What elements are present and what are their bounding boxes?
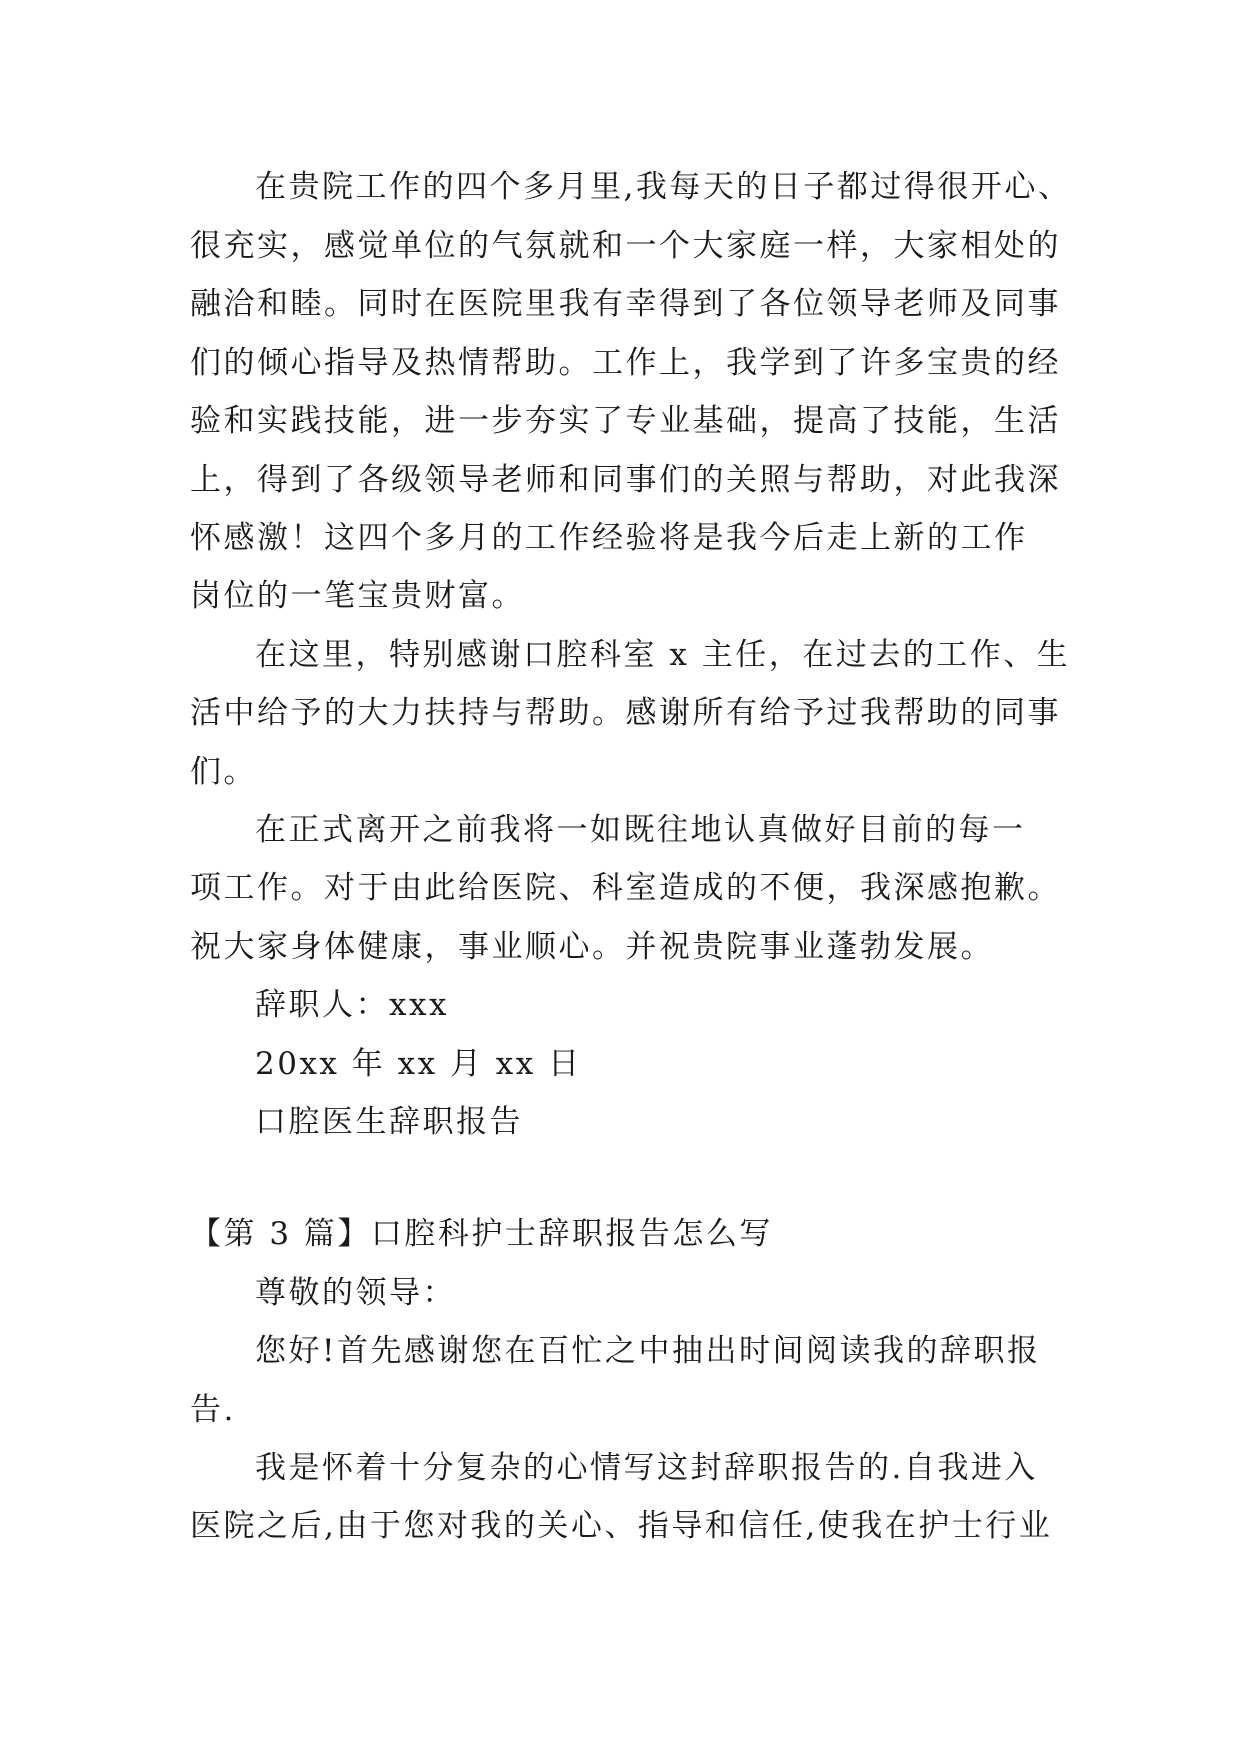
paragraph-line: 验和实践技能，进一步夯实了专业基础，提高了技能，生活	[190, 403, 1061, 439]
paragraph-line: 医院之后,由于您对我的关心、指导和信任,使我在护士行业	[190, 1508, 1053, 1544]
paragraph-line: 您好!首先感谢您在百忙之中抽出时间阅读我的辞职报	[255, 1333, 1041, 1369]
section-caption: 口腔医生辞职报告	[255, 1104, 523, 1140]
paragraph-line: 在正式离开之前我将一如既往地认真做好目前的每一	[255, 812, 1026, 848]
paragraph-line: 活中给予的大力扶持与帮助。感谢所有给予过我帮助的同事	[190, 695, 1061, 731]
paragraph-line: 们的倾心指导及热情帮助。工作上，我学到了许多宝贵的经	[190, 345, 1061, 381]
paragraph-line: 告.	[190, 1392, 236, 1428]
paragraph-line: 我是怀着十分复杂的心情写这封辞职报告的.自我进入	[255, 1450, 1038, 1486]
paragraph-line: 在这里，特别感谢口腔科室 x 主任，在过去的工作、生	[255, 637, 1071, 673]
salutation: 尊敬的领导：	[255, 1275, 456, 1311]
signature-name: 辞职人：xxx	[255, 987, 449, 1023]
paragraph-line: 祝大家身体健康，事业顺心。并祝贵院事业蓬勃发展。	[190, 929, 994, 965]
paragraph-line: 怀感激！这四个多月的工作经验将是我今后走上新的工作	[190, 520, 1028, 556]
paragraph-line: 们。	[190, 754, 257, 790]
paragraph-line: 项工作。对于由此给医院、科室造成的不便，我深感抱歉。	[190, 870, 1061, 906]
paragraph-line: 融洽和睦。同时在医院里我有幸得到了各位领导老师及同事	[190, 286, 1061, 322]
paragraph-line: 很充实，感觉单位的气氛就和一个大家庭一样，大家相处的	[190, 228, 1061, 264]
section-heading: 【第 3 篇】口腔科护士辞职报告怎么写	[190, 1216, 773, 1252]
paragraph-line: 岗位的一笔宝贵财富。	[190, 578, 525, 614]
paragraph-line: 在贵院工作的四个多月里,我每天的日子都过得很开心、	[255, 169, 1072, 205]
paragraph-line: 上，得到了各级领导老师和同事们的关照与帮助，对此我深	[190, 462, 1061, 498]
signature-date: 20xx 年 xx 月 xx 日	[255, 1046, 582, 1082]
